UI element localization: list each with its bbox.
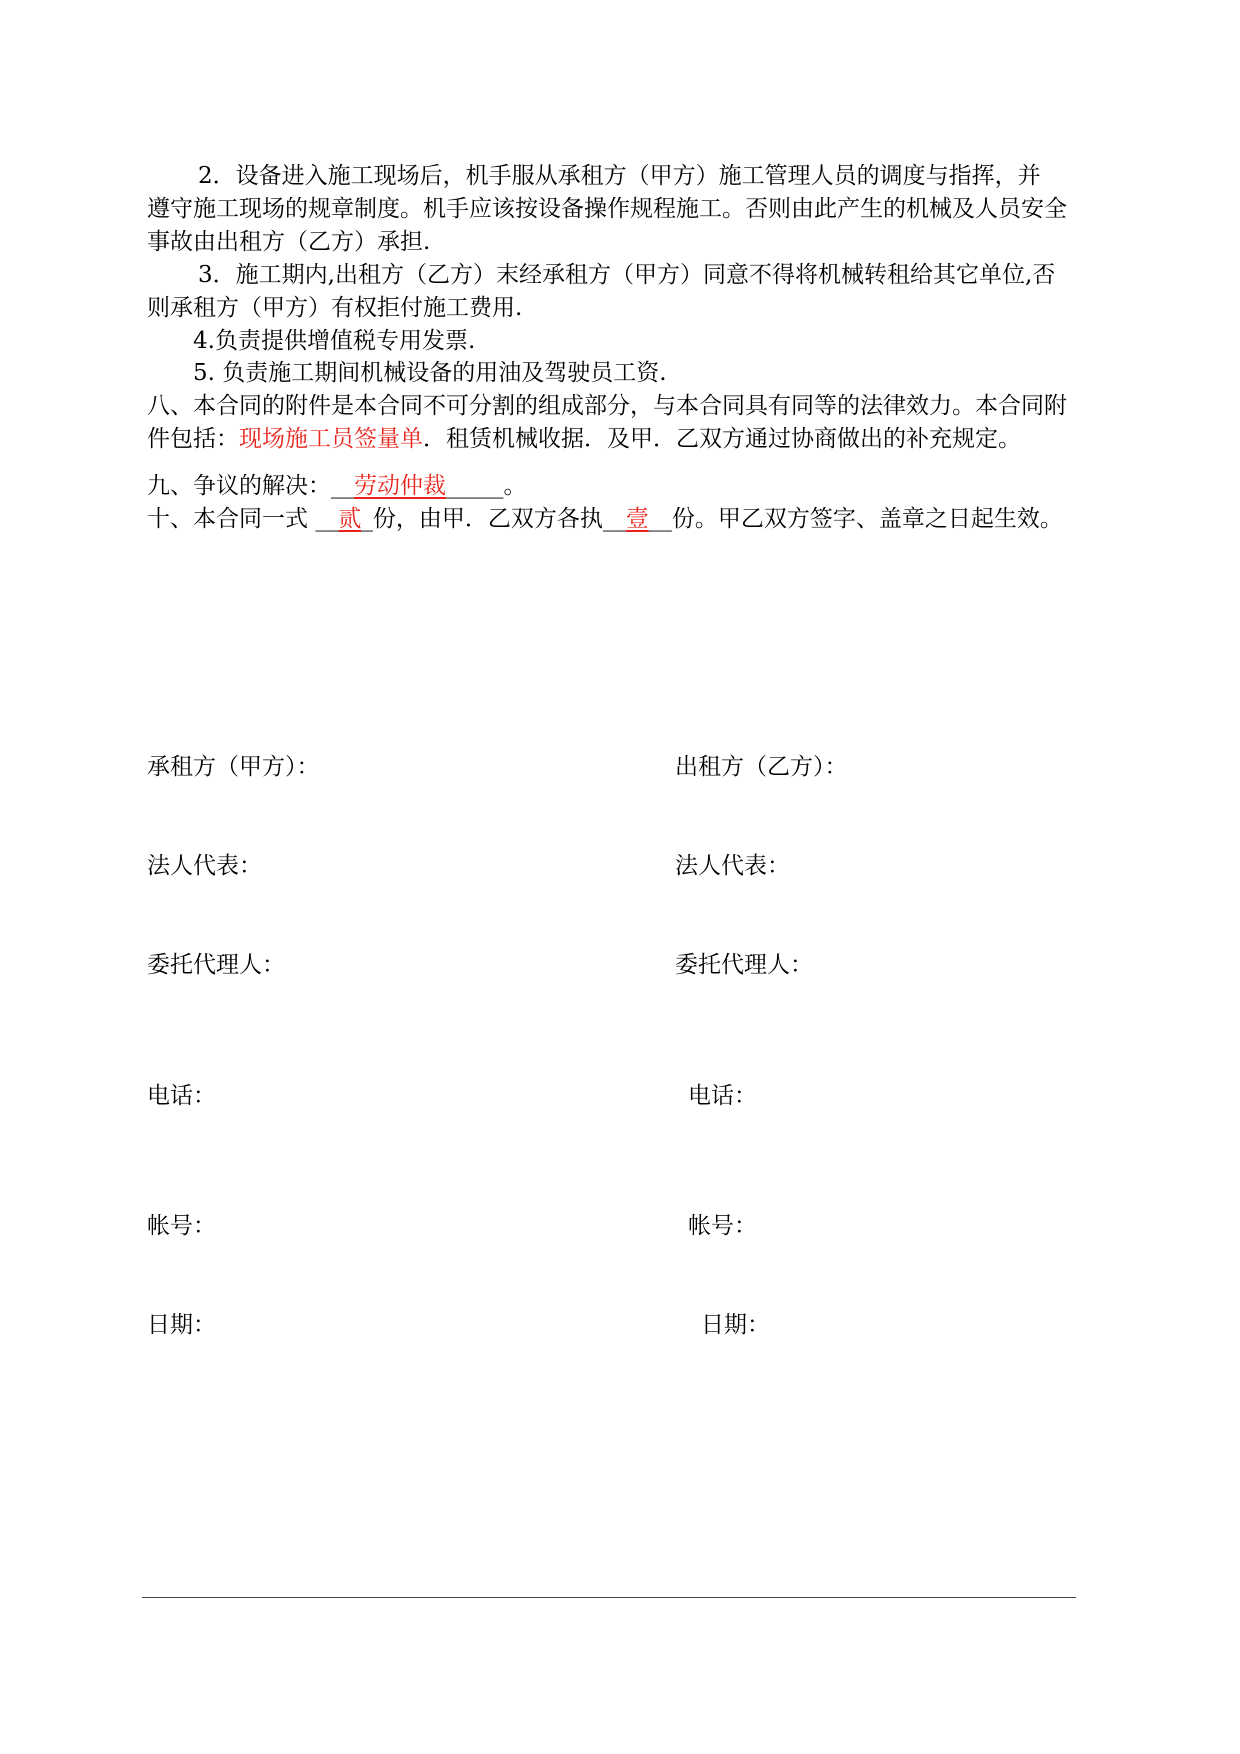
footer-divider — [142, 1597, 1076, 1598]
article-10-prefix: 十、本合同一式 — [147, 506, 316, 532]
clause-item-2-line-2: 遵守施工现场的规章制度。机手应该按设备操作规程施工。否则由此产生的机械及人员安全 — [147, 196, 1067, 222]
clause-item-3-line-2: 则承租方（甲方）有权拒付施工费用. — [147, 295, 523, 321]
total-copies-value: 贰 — [338, 506, 362, 532]
date-b-label: 日期： — [701, 1312, 770, 1338]
article-8-line-1: 八、本合同的附件是本合同不可分割的组成部分，与本合同具有同等的法律效力。本合同附 — [147, 393, 1067, 419]
date-a-label: 日期： — [147, 1312, 216, 1338]
account-b-label: 帐号： — [688, 1213, 757, 1239]
legal-rep-b-label: 法人代表： — [675, 853, 790, 879]
article-10-copies — [147, 503, 1137, 536]
party-b-label: 出租方（乙方）： — [675, 754, 848, 780]
article-9-dispute-resolution — [147, 470, 1137, 503]
clause-item-2-line-1: 2．设备进入施工现场后，机手服从承租方（甲方）施工管理人员的调度与指挥，并 — [198, 163, 1041, 189]
article-8-suffix: ．租赁机械收据．及甲．乙双方通过协商做出的补充规定。 — [423, 426, 1021, 452]
article-10-end: 份。甲乙双方签字、盖章之日起生效。 — [671, 506, 1063, 532]
article-9-end: 。 — [503, 473, 527, 499]
article-9-blank-post: _____ — [446, 473, 504, 499]
copies-blank-post: _ — [361, 506, 373, 532]
clause-item-3-line-1: 3．施工期内,出租方（乙方）末经承租方（甲方）同意不得将机械转租给其它单位,否 — [198, 262, 1056, 288]
account-a-label: 帐号： — [147, 1213, 216, 1239]
clause-item-2-line-3: 事故由出租方（乙方）承担. — [147, 229, 431, 255]
party-a-label: 承租方（甲方）： — [147, 754, 320, 780]
each-blank-post: __ — [648, 506, 672, 532]
agent-a-label: 委托代理人： — [147, 952, 285, 978]
agent-b-label: 委托代理人： — [675, 952, 813, 978]
legal-rep-a-label: 法人代表： — [147, 853, 262, 879]
article-8-prefix: 件包括： — [147, 426, 239, 452]
article-10-mid: 份，由甲．乙双方各执 — [372, 506, 603, 532]
phone-a-label: 电话： — [147, 1083, 216, 1109]
each-blank-pre: __ — [602, 506, 626, 532]
dispute-method-value: 劳动仲裁 — [354, 473, 446, 499]
article-9-blank-pre: __ — [331, 473, 354, 499]
copies-each-value: 壹 — [625, 506, 649, 532]
copies-blank-pre: __ — [315, 506, 339, 532]
article-9-prefix: 九、争议的解决： — [147, 473, 331, 499]
clause-item-4: 4.负责提供增值税专用发票. — [193, 328, 476, 354]
attachment-highlight: 现场施工员签量单 — [239, 426, 423, 452]
article-8-line-2 — [147, 423, 1137, 456]
phone-b-label: 电话： — [688, 1083, 757, 1109]
clause-item-5: 5. 负责施工期间机械设备的用油及驾驶员工资. — [193, 360, 667, 386]
